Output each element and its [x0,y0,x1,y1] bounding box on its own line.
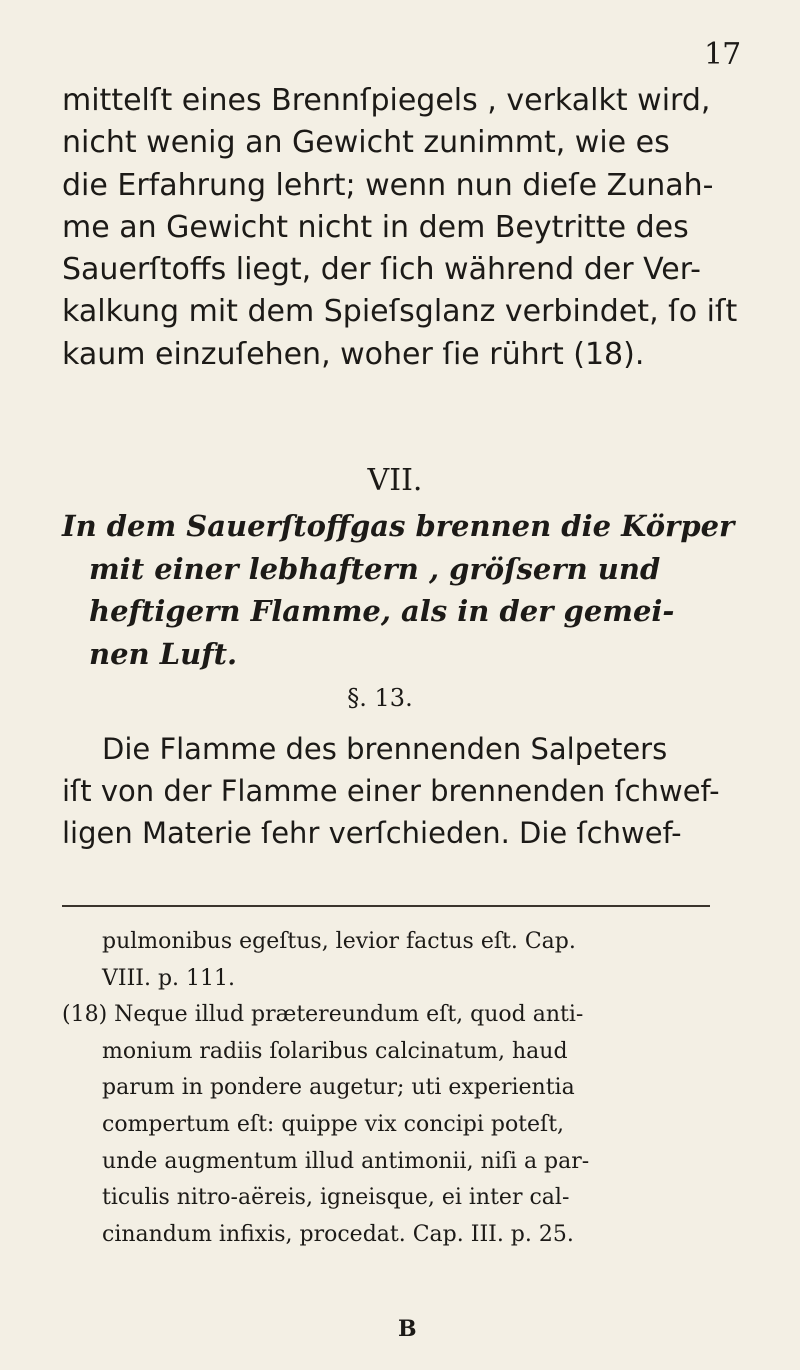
paragraph-line: Die Flamme des brennenden Salpeters [102,732,668,766]
footnotes [62,924,752,1253]
paragraph-line: ligen Materie ſehr verſchieden. Die ſchwef- [62,816,682,850]
section-number: VII. [367,463,423,498]
footnote-line: unde augmentum illud antimonii, niſi a par- [102,1148,590,1174]
signature-mark: B [398,1316,417,1342]
footnote-line: VIII. p. 111. [102,965,235,991]
footnote-line: parum in pondere augetur; uti experientia [102,1075,575,1101]
heading-line: nen Luft. [89,636,238,671]
paragraph-text [62,728,752,854]
section-heading [62,505,742,675]
footnote-divider [62,905,710,907]
footnote-line: monium radiis ſolaribus calcinatum, haud [102,1038,568,1064]
body-line: Sauerſtoffs liegt, der ſich während der Ver- [62,252,701,288]
body-line: kalkung mit dem Spieſsglanz verbindet, ſo iſt [62,294,738,330]
paragraph-line: iſt von der Flamme einer brennenden ſchwef- [62,774,720,808]
body-line: nicht wenig an Gewicht zunimmt, wie es [62,125,670,161]
body-line: me an Gewicht nicht in dem Beytritte des [62,209,689,245]
page-number: 17 [704,37,741,72]
heading-line: In dem Sauerſtoffgas brennen die Körper [62,509,735,543]
heading-line: heftigern Flamme, als in der gemei- [89,594,675,628]
footnote-line: (18) Neque illud prætereundum eſt, quod anti- [62,1002,584,1028]
footnote-line: compertum eſt: quippe vix concipi poteſt, [102,1111,565,1137]
body-text [62,80,738,376]
body-line: die Erfahrung lehrt; wenn nun dieſe Zunah- [62,167,714,203]
footnote-line: pulmonibus egeſtus, levior factus eſt. Cap. [102,929,576,954]
body-line: kaum einzuſehen, woher ſie rührt (18). [62,336,645,372]
footnote-line: ticulis nitro-aëreis, igneisque, ei inter cal- [102,1185,570,1211]
heading-line: mit einer lebhaftern , gröſsern und [89,551,661,586]
body-line: mittelſt eines Brennſpiegels , verkalkt wird, [62,83,711,118]
footnote-line: cinandum infixis, procedat. Cap. III. p. 25. [102,1221,574,1247]
paragraph-number: §. 13. [347,684,413,712]
